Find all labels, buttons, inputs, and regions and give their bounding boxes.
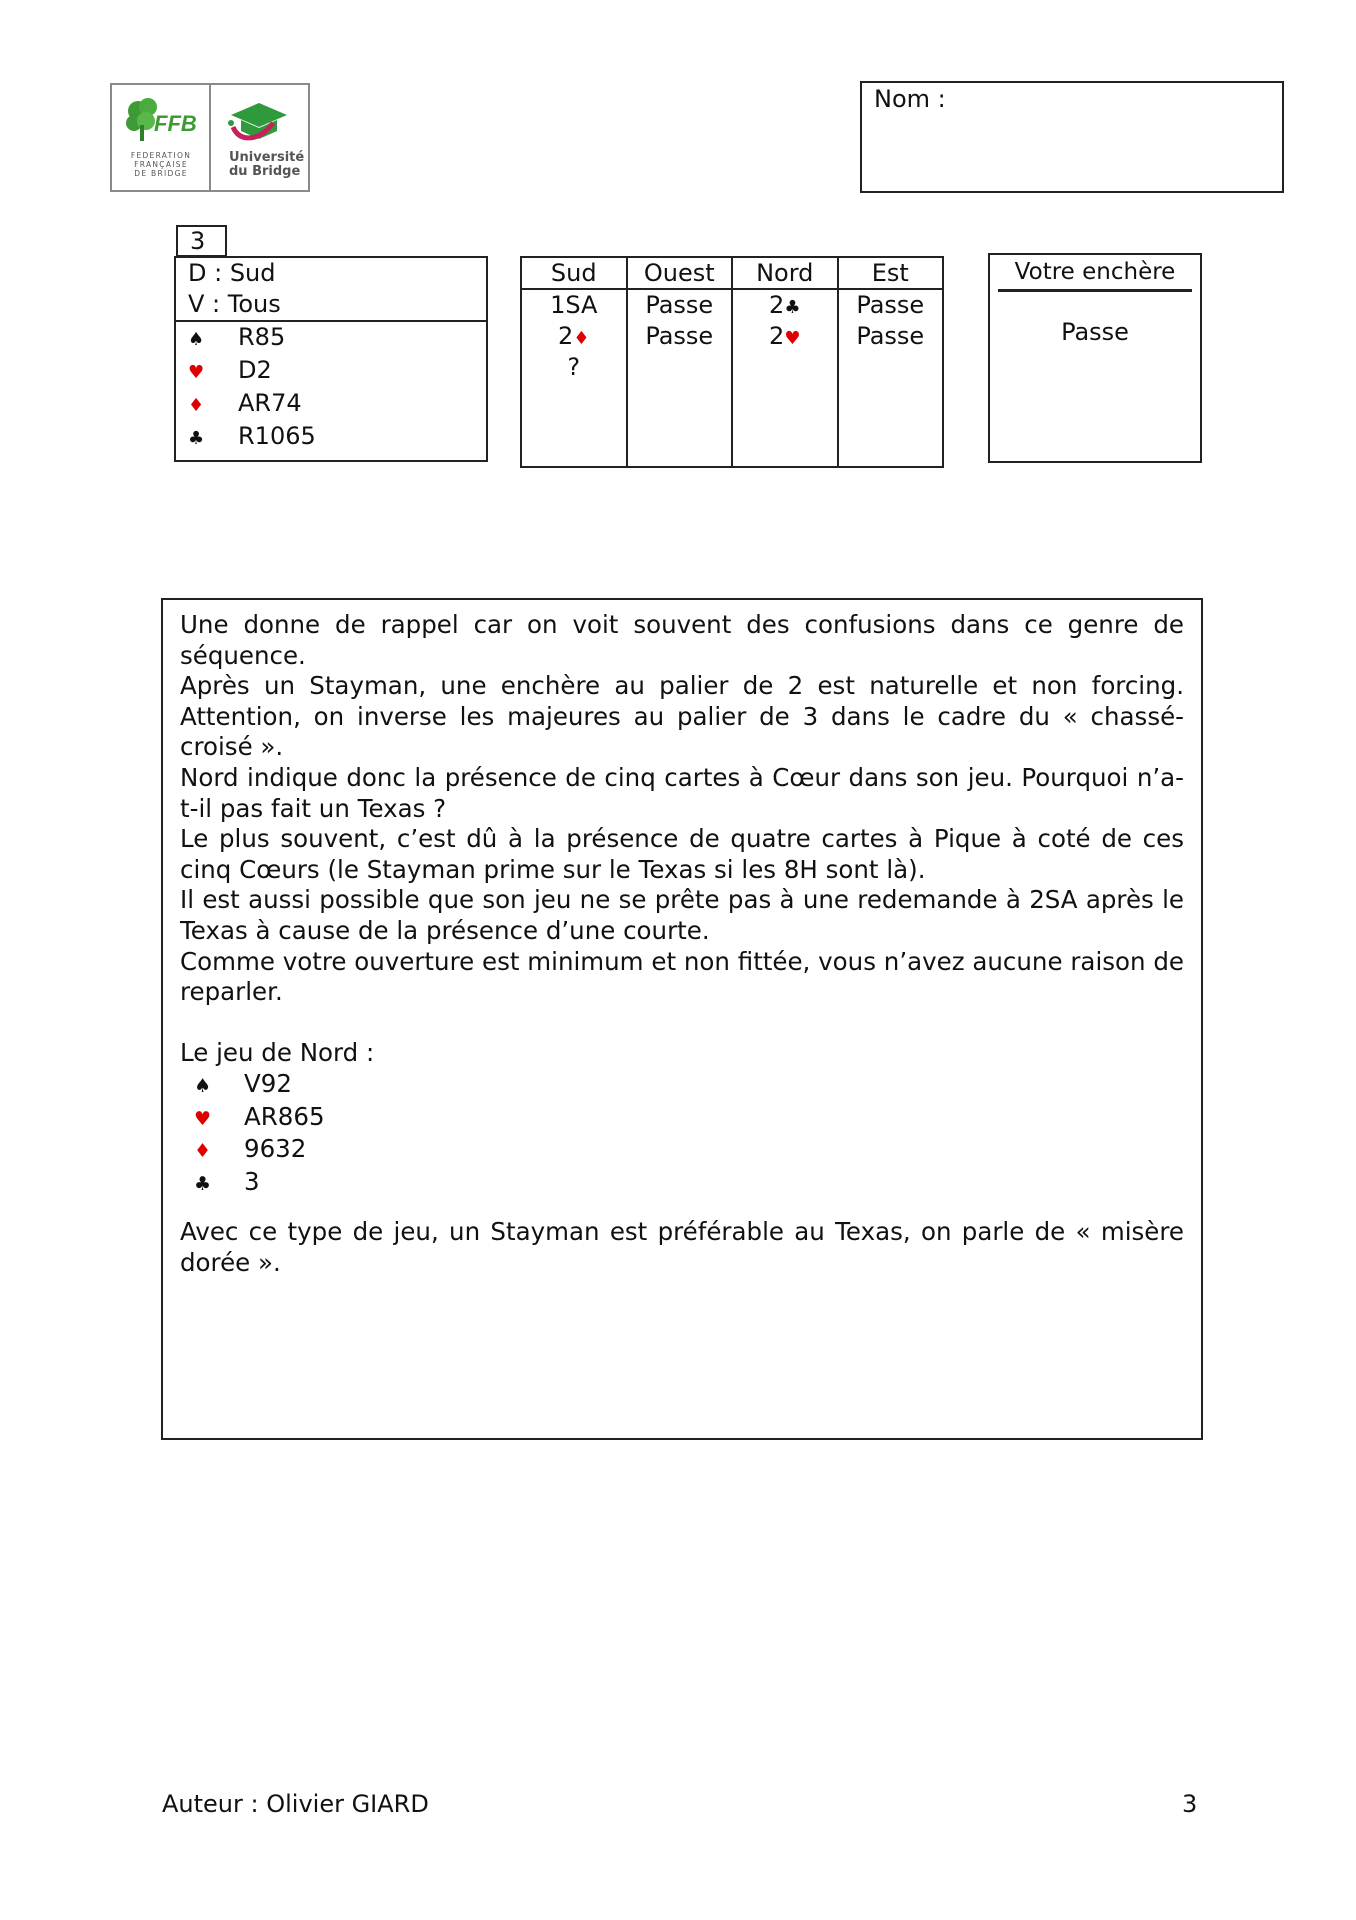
bid: 2♦ [558,322,590,350]
heart-icon: ♥ [194,1107,212,1130]
diamond-icon: ♦ [188,395,205,416]
vulnerability: V : Tous [188,290,281,318]
bid: Passe [856,291,925,319]
nord-hand [180,1069,1184,1199]
svg-text:FFB: FFB [154,111,197,136]
footer-author: Auteur : Olivier GIARD [162,1790,429,1818]
votre-enchere-box [988,253,1202,463]
votre-enchere-value: Passe [1061,318,1129,346]
bid: Passe [645,322,714,350]
name-label: Nom : [874,85,946,113]
heart-icon: ♥ [784,328,801,349]
commentary-paragraph: Le plus souvent, c’est dû à la présence de quatre cartes à Pique à coté de ces cinq Cœurs (le Stayman prime sur le Texas si les 8H sont là). [180,824,1184,884]
deal-number: 3 [176,225,227,257]
club-icon: ♣ [784,297,801,318]
bidding-col-sud [522,258,626,466]
ffb-tree-icon [124,97,198,147]
votre-enchere-label: Votre enchère [998,255,1192,292]
spade-icon: ♠ [188,329,205,350]
hand-line-hearts: ♥ D2 [188,355,486,388]
hand-line-diamonds: ♦ AR74 [188,388,486,421]
ffb-subtitle: FEDERATION FRANÇAISE DE BRIDGE [130,151,192,178]
spade-icon: ♠ [194,1074,212,1097]
hand-line-spades: ♠ R85 [188,322,486,355]
hand-line-spades: ♠ V92 [180,1069,1184,1102]
hand-line-clubs: ♣ 3 [180,1167,1184,1200]
ffb-logo [112,85,209,190]
bid: 2♣ [769,291,801,319]
graduation-cap-icon [219,97,299,147]
bidding-header: Est [839,258,943,290]
diamond-icon: ♦ [194,1140,212,1163]
hand-line-hearts: ♥ AR865 [180,1102,1184,1135]
universite-logo [209,85,308,190]
bidding-table [520,256,944,468]
logo-block [110,83,310,192]
commentary-paragraph: Une donne de rappel car on voit souvent des confusions dans ce genre de séquence. [180,610,1184,670]
bidding-col-ouest [626,258,732,466]
universite-text: Université du Bridge [229,150,305,179]
diamond-icon: ♦ [573,328,590,349]
bid: 1SA [550,291,598,319]
bid: ? [567,353,581,381]
page-number: 3 [1182,1790,1198,1818]
commentary-box [161,598,1203,1440]
deal-box [174,256,488,462]
name-field[interactable] [860,81,1284,193]
hand-line-clubs: ♣ R1065 [188,421,486,454]
bidding-col-nord [731,258,837,466]
club-icon: ♣ [194,1172,212,1195]
bidding-col-est [837,258,943,466]
south-hand [176,322,486,454]
hand-line-diamonds: ♦ 9632 [180,1134,1184,1167]
commentary-paragraph: Comme votre ouverture est minimum et non fittée, vous n’avez aucune raison de reparler. [180,946,1184,1007]
commentary-paragraph: Nord indique donc la présence de cinq cartes à Cœur dans son jeu. Pourquoi n’a-t-il pas fait un Texas ? [180,762,1184,823]
nord-hand-label: Le jeu de Nord : [180,1038,375,1068]
bid: 2♥ [769,322,801,350]
commentary-paragraph: Après un Stayman, une enchère au palier de 2 est naturelle et non forcing. Attention, on inverse les majeures au palier de 3 dans le cadre du « chassé-croisé ». [180,671,1184,762]
heart-icon: ♥ [188,362,205,383]
bid: Passe [645,291,714,319]
bidding-header: Nord [733,258,837,290]
bid: Passe [856,322,925,350]
dealer: D : Sud [188,259,276,287]
club-icon: ♣ [188,428,205,449]
bidding-header: Sud [522,258,626,290]
bidding-header: Ouest [628,258,732,290]
commentary-paragraph: Il est aussi possible que son jeu ne se prête pas à une redemande à 2SA après le Texas à cause de la présence d’une courte. [180,885,1184,945]
commentary-conclusion: Avec ce type de jeu, un Stayman est préférable au Texas, on parle de « misère dorée ». [180,1217,1184,1277]
